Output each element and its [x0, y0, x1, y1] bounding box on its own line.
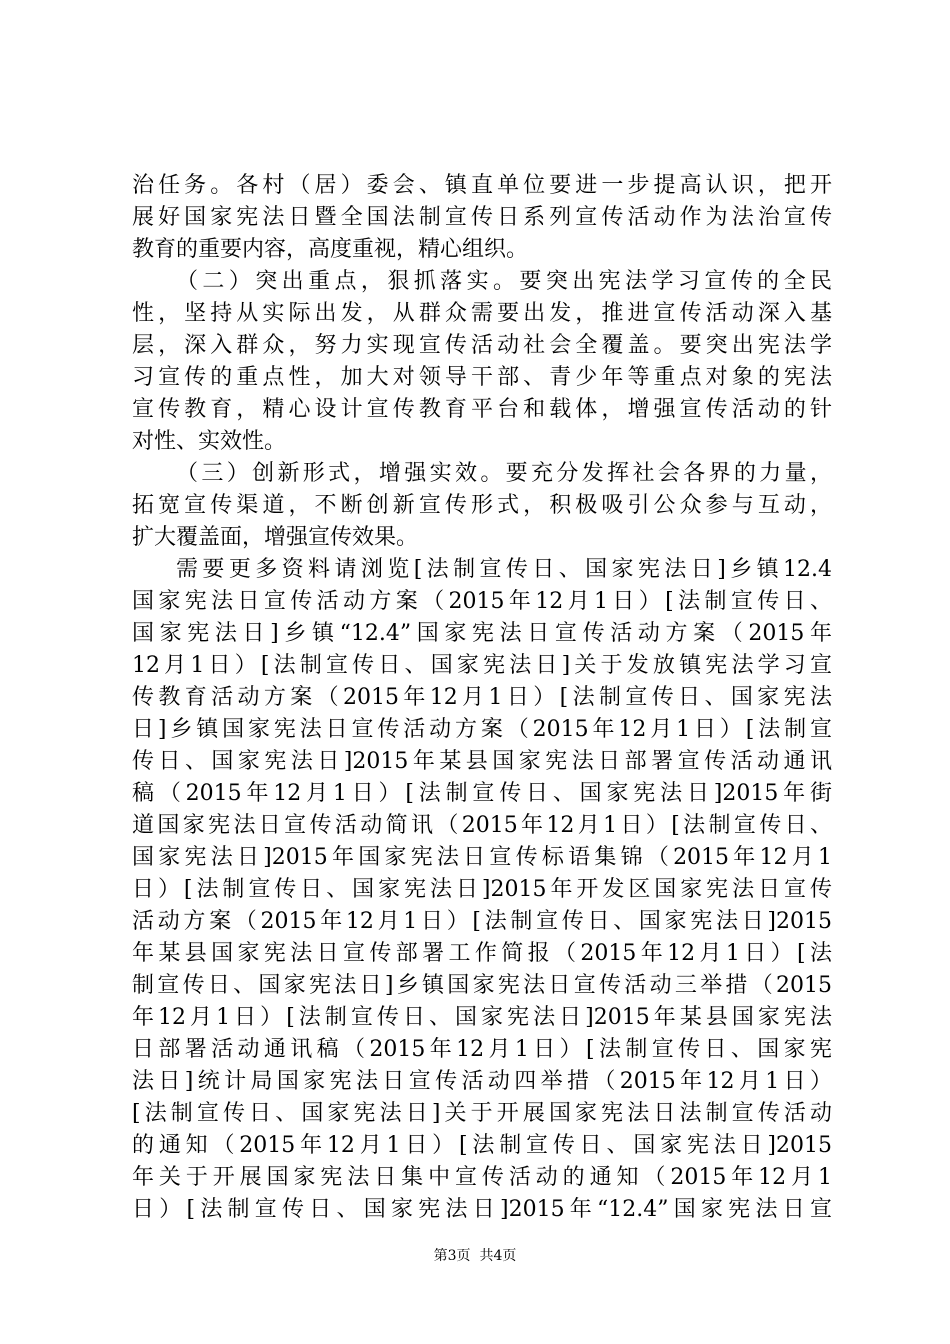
text-line: 传教育活动方案（2015年12月1日）[法制宣传日、国家宪法 — [132, 685, 832, 710]
paragraph-continued — [132, 170, 832, 266]
text-line: 教育的重要内容，高度重视，精心组织。 — [132, 237, 529, 262]
text-line: 道国家宪法日宣传活动简讯（2015年12月1日）[法制宣传日、 — [132, 813, 832, 838]
text-line: 习宣传的重点性，加大对领导干部、青少年等重点对象的宪法 — [132, 365, 832, 390]
document-body — [132, 170, 832, 1226]
text-line: 日]乡镇国家宪法日宣传活动方案（2015年12月1日）[法制宣 — [132, 717, 832, 742]
text-line: 宣传教育，精心设计宣传教育平台和载体，增强宣传活动的针 — [132, 397, 832, 422]
text-line: 国家宪法日]乡镇“12.4”国家宪法日宣传活动方案（2015年 — [132, 621, 832, 646]
text-line: （三）创新形式，增强实效。要充分发挥社会各界的力量， — [176, 461, 832, 486]
text-line: 的通知（2015年12月1日）[法制宣传日、国家宪法日]2015 — [132, 1133, 832, 1158]
paragraph-two — [132, 266, 832, 458]
text-line: 传日、国家宪法日]2015年某县国家宪法日部署宣传活动通讯 — [132, 749, 832, 774]
text-line: 日部署活动通讯稿（2015年12月1日）[法制宣传日、国家宪 — [132, 1037, 832, 1062]
text-line: 12月1日）[法制宣传日、国家宪法日]关于发放镇宪法学习宣 — [132, 653, 832, 678]
paragraph-three — [132, 458, 832, 554]
text-line: 日）[法制宣传日、国家宪法日]2015年开发区国家宪法日宣传 — [132, 877, 832, 902]
text-line: 展好国家宪法日暨全国法制宣传日系列宣传活动作为法治宣传 — [132, 205, 832, 230]
text-line: 年某县国家宪法日宣传部署工作简报（2015年12月1日）[法 — [132, 941, 832, 966]
text-line: 日）[法制宣传日、国家宪法日]2015年“12.4”国家宪法日宣 — [132, 1197, 832, 1222]
text-line: 治任务。各村（居）委会、镇直单位要进一步提高认识，把开 — [132, 173, 832, 198]
text-line: 对性、实效性。 — [132, 429, 287, 454]
text-line: 制宣传日、国家宪法日]乡镇国家宪法日宣传活动三举措（2015 — [132, 973, 832, 998]
text-line: 法日]统计局国家宪法日宣传活动四举措（2015年12月1日） — [132, 1069, 832, 1094]
paragraph-more-resources — [132, 554, 832, 1226]
text-line: 拓宽宣传渠道，不断创新宣传形式，积极吸引公众参与互动， — [132, 493, 832, 518]
text-line: 年关于开展国家宪法日集中宣传活动的通知（2015年12月1 — [132, 1165, 832, 1190]
text-line: [法制宣传日、国家宪法日]关于开展国家宪法日法制宣传活动 — [132, 1101, 832, 1126]
text-line: 性，坚持从实际出发，从群众需要出发，推进宣传活动深入基 — [132, 301, 832, 326]
page-footer — [0, 1246, 950, 1266]
text-line: 需要更多资料请浏览[法制宣传日、国家宪法日]乡镇12.4 — [176, 557, 832, 582]
text-line: 国家宪法日]2015年国家宪法日宣传标语集锦（2015年12月1 — [132, 845, 832, 870]
text-line: 年12月1日）[法制宣传日、国家宪法日]2015年某县国家宪法 — [132, 1005, 832, 1030]
text-line: 稿（2015年12月1日）[法制宣传日、国家宪法日]2015年街 — [132, 781, 832, 806]
text-line: 层，深入群众，努力实现宣传活动社会全覆盖。要突出宪法学 — [132, 333, 832, 358]
text-line: 扩大覆盖面，增强宣传效果。 — [132, 525, 419, 550]
text-line: 国家宪法日宣传活动方案（2015年12月1日）[法制宣传日、 — [132, 589, 832, 614]
text-line: （二）突出重点，狠抓落实。要突出宪法学习宣传的全民 — [176, 269, 832, 294]
text-line: 活动方案（2015年12月1日）[法制宣传日、国家宪法日]2015 — [132, 909, 832, 934]
page-number-label: 第3页 共4页 — [433, 1248, 517, 1264]
